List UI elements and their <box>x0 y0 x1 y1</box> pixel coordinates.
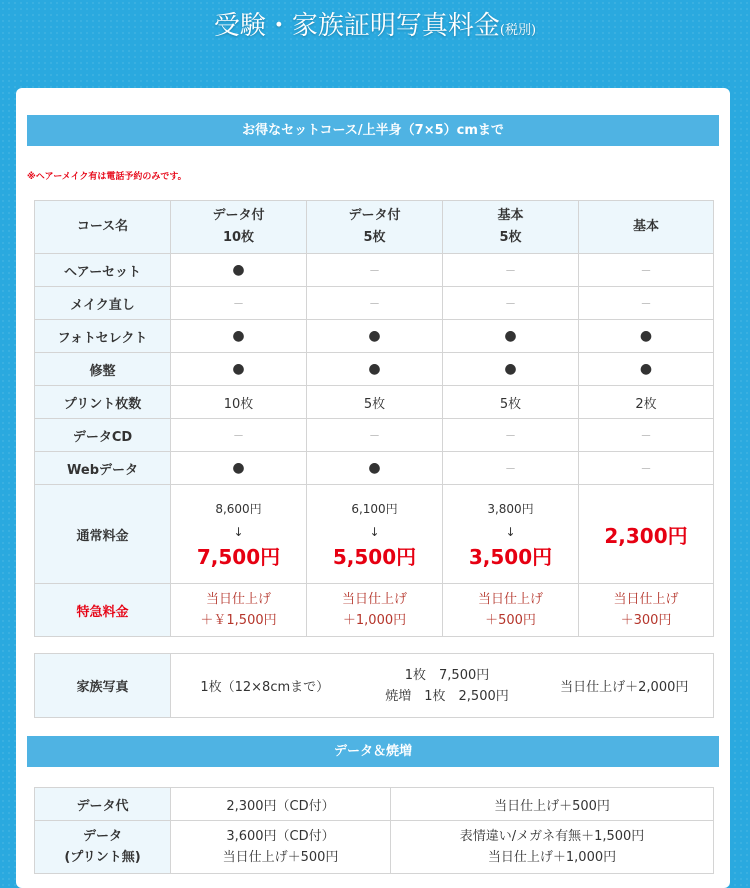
included-dot-icon: ● <box>171 254 307 287</box>
course-name-header: コース名 <box>35 201 171 254</box>
not-included-dash: － <box>307 254 443 287</box>
not-included-dash: － <box>579 452 714 485</box>
family-photo-table <box>34 653 714 718</box>
family-photo-size: 1枚（12×8cmまで） <box>171 654 359 718</box>
set-course-header: お得なセットコース/上半身（7×5）cmまで <box>27 115 719 146</box>
data-fee-extra: 当日仕上げ＋500円 <box>391 788 714 821</box>
data-no-print-price: 3,600円（CD付） 当日仕上げ＋500円 <box>171 821 391 874</box>
data-no-print-row <box>35 821 714 874</box>
included-dot-icon: ● <box>171 353 307 386</box>
feature-row <box>35 254 714 287</box>
not-included-dash: － <box>307 287 443 320</box>
feature-row <box>35 452 714 485</box>
feature-label: データCD <box>35 419 171 452</box>
feature-value: 10枚 <box>171 386 307 419</box>
content-card <box>16 88 730 888</box>
family-photo-price: 1枚 7,500円 焼増 1枚 2,500円 <box>359 654 536 718</box>
not-included-dash: － <box>443 419 579 452</box>
not-included-dash: － <box>579 254 714 287</box>
rush-price-cell-4: 当日仕上げ ＋300円 <box>579 584 714 637</box>
old-price: 8,600円 <box>215 502 262 516</box>
down-arrow-icon: ↓ <box>369 525 380 539</box>
normal-price-cell-4 <box>579 485 714 584</box>
data-fee-label: データ代 <box>35 788 171 821</box>
down-arrow-icon: ↓ <box>233 525 244 539</box>
feature-row <box>35 320 714 353</box>
not-included-dash: － <box>307 419 443 452</box>
included-dot-icon: ● <box>443 353 579 386</box>
feature-row <box>35 386 714 419</box>
family-photo-label: 家族写真 <box>35 654 171 718</box>
data-fee-row <box>35 788 714 821</box>
family-photo-rush: 当日仕上げ＋2,000円 <box>536 654 714 718</box>
new-price: 5,500円 <box>332 545 417 569</box>
included-dot-icon: ● <box>443 320 579 353</box>
normal-price-label: 通常料金 <box>35 485 171 584</box>
course-header-2: データ付 5枚 <box>307 201 443 254</box>
included-dot-icon: ● <box>579 320 714 353</box>
included-dot-icon: ● <box>171 320 307 353</box>
not-included-dash: － <box>579 419 714 452</box>
feature-row <box>35 419 714 452</box>
old-price: 6,100円 <box>351 502 398 516</box>
hair-makeup-note: ※ヘアーメイク有は電話予約のみです。 <box>27 172 187 182</box>
page-title <box>0 6 750 46</box>
rush-price-cell-2: 当日仕上げ ＋1,000円 <box>307 584 443 637</box>
page-title-text: 受験・家族証明写真料金 <box>213 11 500 41</box>
feature-row <box>35 353 714 386</box>
normal-price-cell-3 <box>443 485 579 584</box>
data-no-print-label: データ (プリント無) <box>35 821 171 874</box>
included-dot-icon: ● <box>307 320 443 353</box>
page-title-tax: (税別) <box>499 23 537 38</box>
feature-row <box>35 287 714 320</box>
not-included-dash: － <box>443 452 579 485</box>
old-price: 3,800円 <box>487 502 534 516</box>
not-included-dash: － <box>579 287 714 320</box>
data-fee-price: 2,300円（CD付） <box>171 788 391 821</box>
rush-price-cell-1: 当日仕上げ ＋￥1,500円 <box>171 584 307 637</box>
feature-value: 5枚 <box>307 386 443 419</box>
feature-label: フォトセレクト <box>35 320 171 353</box>
feature-value: 5枚 <box>443 386 579 419</box>
feature-label: ヘアーセット <box>35 254 171 287</box>
included-dot-icon: ● <box>307 452 443 485</box>
feature-label: メイク直し <box>35 287 171 320</box>
course-table-header-row <box>35 201 714 254</box>
course-header-3: 基本 5枚 <box>443 201 579 254</box>
rush-price-label: 特急料金 <box>35 584 171 637</box>
feature-label: プリント枚数 <box>35 386 171 419</box>
new-price: 2,300円 <box>604 523 688 548</box>
new-price: 7,500円 <box>196 545 281 569</box>
not-included-dash: － <box>443 254 579 287</box>
feature-label: Webデータ <box>35 452 171 485</box>
family-photo-row <box>35 654 714 718</box>
included-dot-icon: ● <box>307 353 443 386</box>
data-reprint-table <box>34 787 714 874</box>
included-dot-icon: ● <box>579 353 714 386</box>
down-arrow-icon: ↓ <box>505 525 516 539</box>
course-table <box>34 200 714 637</box>
not-included-dash: － <box>443 287 579 320</box>
course-header-1: データ付 10枚 <box>171 201 307 254</box>
feature-label: 修整 <box>35 353 171 386</box>
not-included-dash: － <box>171 419 307 452</box>
normal-price-cell-2 <box>307 485 443 584</box>
feature-value: 2枚 <box>579 386 714 419</box>
course-header-4: 基本 <box>579 201 714 254</box>
included-dot-icon: ● <box>171 452 307 485</box>
not-included-dash: － <box>171 287 307 320</box>
normal-price-cell-1 <box>171 485 307 584</box>
new-price: 3,500円 <box>468 545 553 569</box>
data-no-print-extra: 表情違い/メガネ有無＋1,500円 当日仕上げ＋1,000円 <box>391 821 714 874</box>
rush-price-row <box>35 584 714 637</box>
rush-price-cell-3: 当日仕上げ ＋500円 <box>443 584 579 637</box>
data-reprint-header: データ＆焼増 <box>27 736 719 767</box>
normal-price-row <box>35 485 714 584</box>
